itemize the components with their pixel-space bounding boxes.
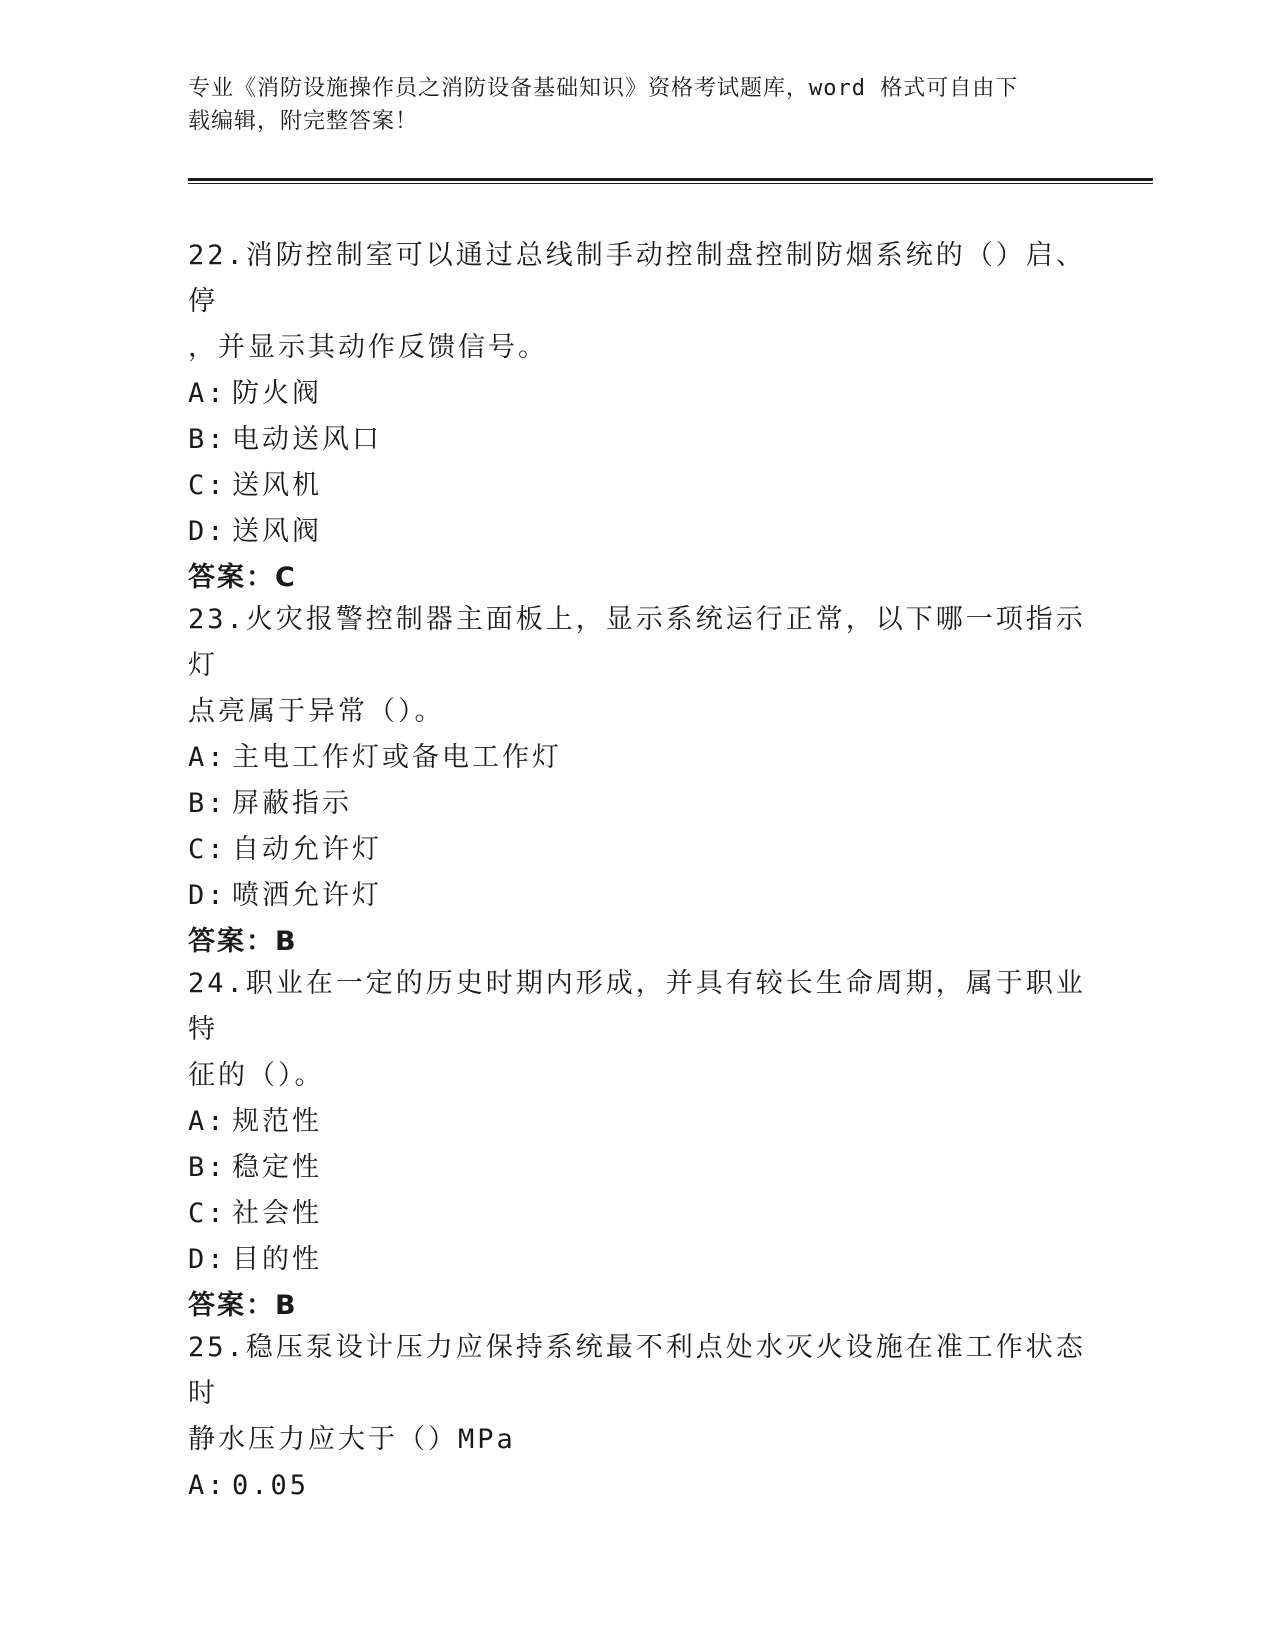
question-25 xyxy=(188,1325,1088,1509)
question-stem-line-1: 25.稳压泵设计压力应保持系统最不利点处水灭火设施在准工作状态时 xyxy=(188,1332,1086,1409)
option-key: C: xyxy=(188,1198,227,1229)
question-stem-line-2: 点亮属于异常（）。 xyxy=(188,696,445,727)
question-stem-line-1: 22.消防控制室可以通过总线制手动控制盘控制防烟系统的（）启、停 xyxy=(188,240,1086,317)
option-key: A: xyxy=(188,742,227,773)
option-key: D: xyxy=(188,516,227,547)
option-d xyxy=(188,1237,1088,1283)
option-text: 屏蔽指示 xyxy=(232,788,352,819)
option-c xyxy=(188,463,1088,509)
option-key: C: xyxy=(188,470,227,501)
option-key: A: xyxy=(188,378,227,409)
option-key: D: xyxy=(188,1244,227,1275)
option-b xyxy=(188,1145,1088,1191)
option-b xyxy=(188,417,1088,463)
question-24 xyxy=(188,961,1088,1329)
option-key: B: xyxy=(188,424,227,455)
option-text: 送风阀 xyxy=(232,516,322,547)
option-key: B: xyxy=(188,1152,227,1183)
option-text: 0.05 xyxy=(232,1470,310,1501)
option-text: 稳定性 xyxy=(232,1152,322,1183)
option-b xyxy=(188,781,1088,827)
header-line-1: 专业《消防设施操作员之消防设备基础知识》资格考试题库，word 格式可自由下 xyxy=(188,76,1019,101)
option-text: 防火阀 xyxy=(232,378,322,409)
option-text: 送风机 xyxy=(232,470,322,501)
option-d xyxy=(188,509,1088,555)
option-a xyxy=(188,1463,1088,1509)
option-key: D: xyxy=(188,880,227,911)
header-divider-thick xyxy=(188,178,1153,181)
answer-label: 答案：B xyxy=(188,1290,298,1321)
question-stem-line-1: 23.火灾报警控制器主面板上，显示系统运行正常，以下哪一项指示灯 xyxy=(188,604,1086,681)
answer-label: 答案：B xyxy=(188,926,298,957)
option-text: 目的性 xyxy=(232,1244,322,1275)
question-stem-line-2: ，并显示其动作反馈信号。 xyxy=(188,332,548,363)
option-a xyxy=(188,1099,1088,1145)
question-23 xyxy=(188,597,1088,965)
header-line-2: 载编辑，附完整答案！ xyxy=(188,109,419,134)
option-key: B: xyxy=(188,788,227,819)
option-text: 自动允许灯 xyxy=(232,834,382,865)
question-stem-line-2: 静水压力应大于（）MPa xyxy=(188,1424,516,1455)
option-text: 规范性 xyxy=(232,1106,322,1137)
question-22 xyxy=(188,233,1088,601)
option-key: C: xyxy=(188,834,227,865)
option-text: 电动送风口 xyxy=(232,424,382,455)
option-text: 社会性 xyxy=(232,1198,322,1229)
option-text: 主电工作灯或备电工作灯 xyxy=(232,742,562,773)
document-header xyxy=(188,72,1078,138)
option-c xyxy=(188,1191,1088,1237)
option-text: 喷洒允许灯 xyxy=(232,880,382,911)
question-stem-line-2: 征的（）。 xyxy=(188,1060,325,1091)
header-divider-thin xyxy=(188,183,1153,184)
option-a xyxy=(188,735,1088,781)
option-c xyxy=(188,827,1088,873)
option-d xyxy=(188,873,1088,919)
option-key: A: xyxy=(188,1106,227,1137)
option-a xyxy=(188,371,1088,417)
option-key: A: xyxy=(188,1470,227,1501)
answer-label: 答案：C xyxy=(188,562,297,593)
question-stem-line-1: 24.职业在一定的历史时期内形成，并具有较长生命周期，属于职业特 xyxy=(188,968,1086,1045)
